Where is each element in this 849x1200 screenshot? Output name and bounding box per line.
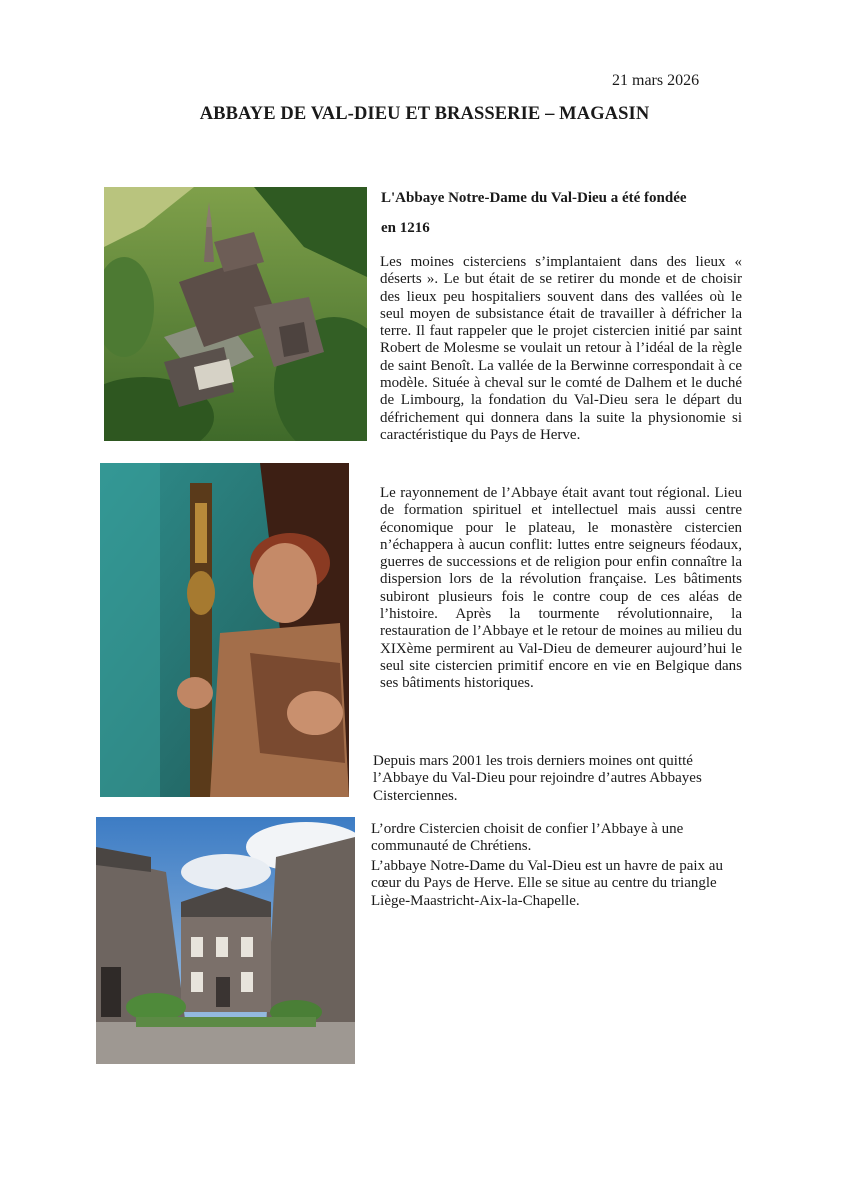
abbey-courtyard-photo <box>96 817 355 1064</box>
page-title: ABBAYE DE VAL-DIEU ET BRASSERIE – MAGASIN <box>199 104 650 124</box>
document-date: 21 mars 2026 <box>612 72 700 89</box>
paragraph-monks-departure: Depuis mars 2001 les trois derniers moines ont quitté l’Abbaye du Val-Dieu pour rejoindre d’autres Abbayes Cisterciennes. <box>373 753 702 804</box>
paragraph-cistercian-origins: Les moines cisterciens s’implantaient dans des lieux « déserts ». Le but était de se retirer du monde et de choisir des lieux peu hospitaliers souvent dans des vallées où le seul moyen de subsistance était de travailler à défricher la terre. Il faut rappeler que le projet cistercien initié par saint Robert de Molesme se voulait un retour à l’idéal de la règle de saint Benoît. La vallée de la Berwinne correspondait à ce modèle. Située à cheval sur le comté de Dalhem et le duché de Limbourg, la fondation du Val-Dieu sera le départ du défrichement qui donnera dans la suite la physionomie si caractéristique du Pays de Herve. <box>380 254 742 443</box>
article-heading: L'Abbaye Notre-Dame du Val-Dieu a été fondée <box>381 190 687 206</box>
monk-statue-photo <box>100 463 349 797</box>
abbey-aerial-photo <box>104 187 367 441</box>
paragraph-location: L’abbaye Notre-Dame du Val-Dieu est un havre de paix au cœur du Pays de Herve. Elle se situe au centre du triangle Liège-Maastricht-Aix-la-Chapelle. <box>371 858 723 909</box>
article-heading-year: en 1216 <box>381 220 430 236</box>
paragraph-community: L’ordre Cistercien choisit de confier l’Abbaye à une communauté de Chrétiens. <box>371 821 684 855</box>
paragraph-abbey-history: Le rayonnement de l’Abbaye était avant tout régional. Lieu de formation spirituel et intellectuel mais aussi centre économique pour le plateau, le monastère cistercien n’échappera à aucun conflit: luttes entre seigneurs féodaux, guerres de successions et de religion pour enfin connaître la dispersion lors de la révolution française. Les bâtiments subiront plusieurs fois le contre coup de ces aléas de l’histoire. Après la tourmente révolutionnaire, la restauration de l’Abbaye et le retour de moines au milieu du XIXème permirent au Val-Dieu de demeurer aujourd’hui le seul site cistercien primitif encore en vie en Belgique dans ses bâtiments historiques. <box>380 485 742 692</box>
